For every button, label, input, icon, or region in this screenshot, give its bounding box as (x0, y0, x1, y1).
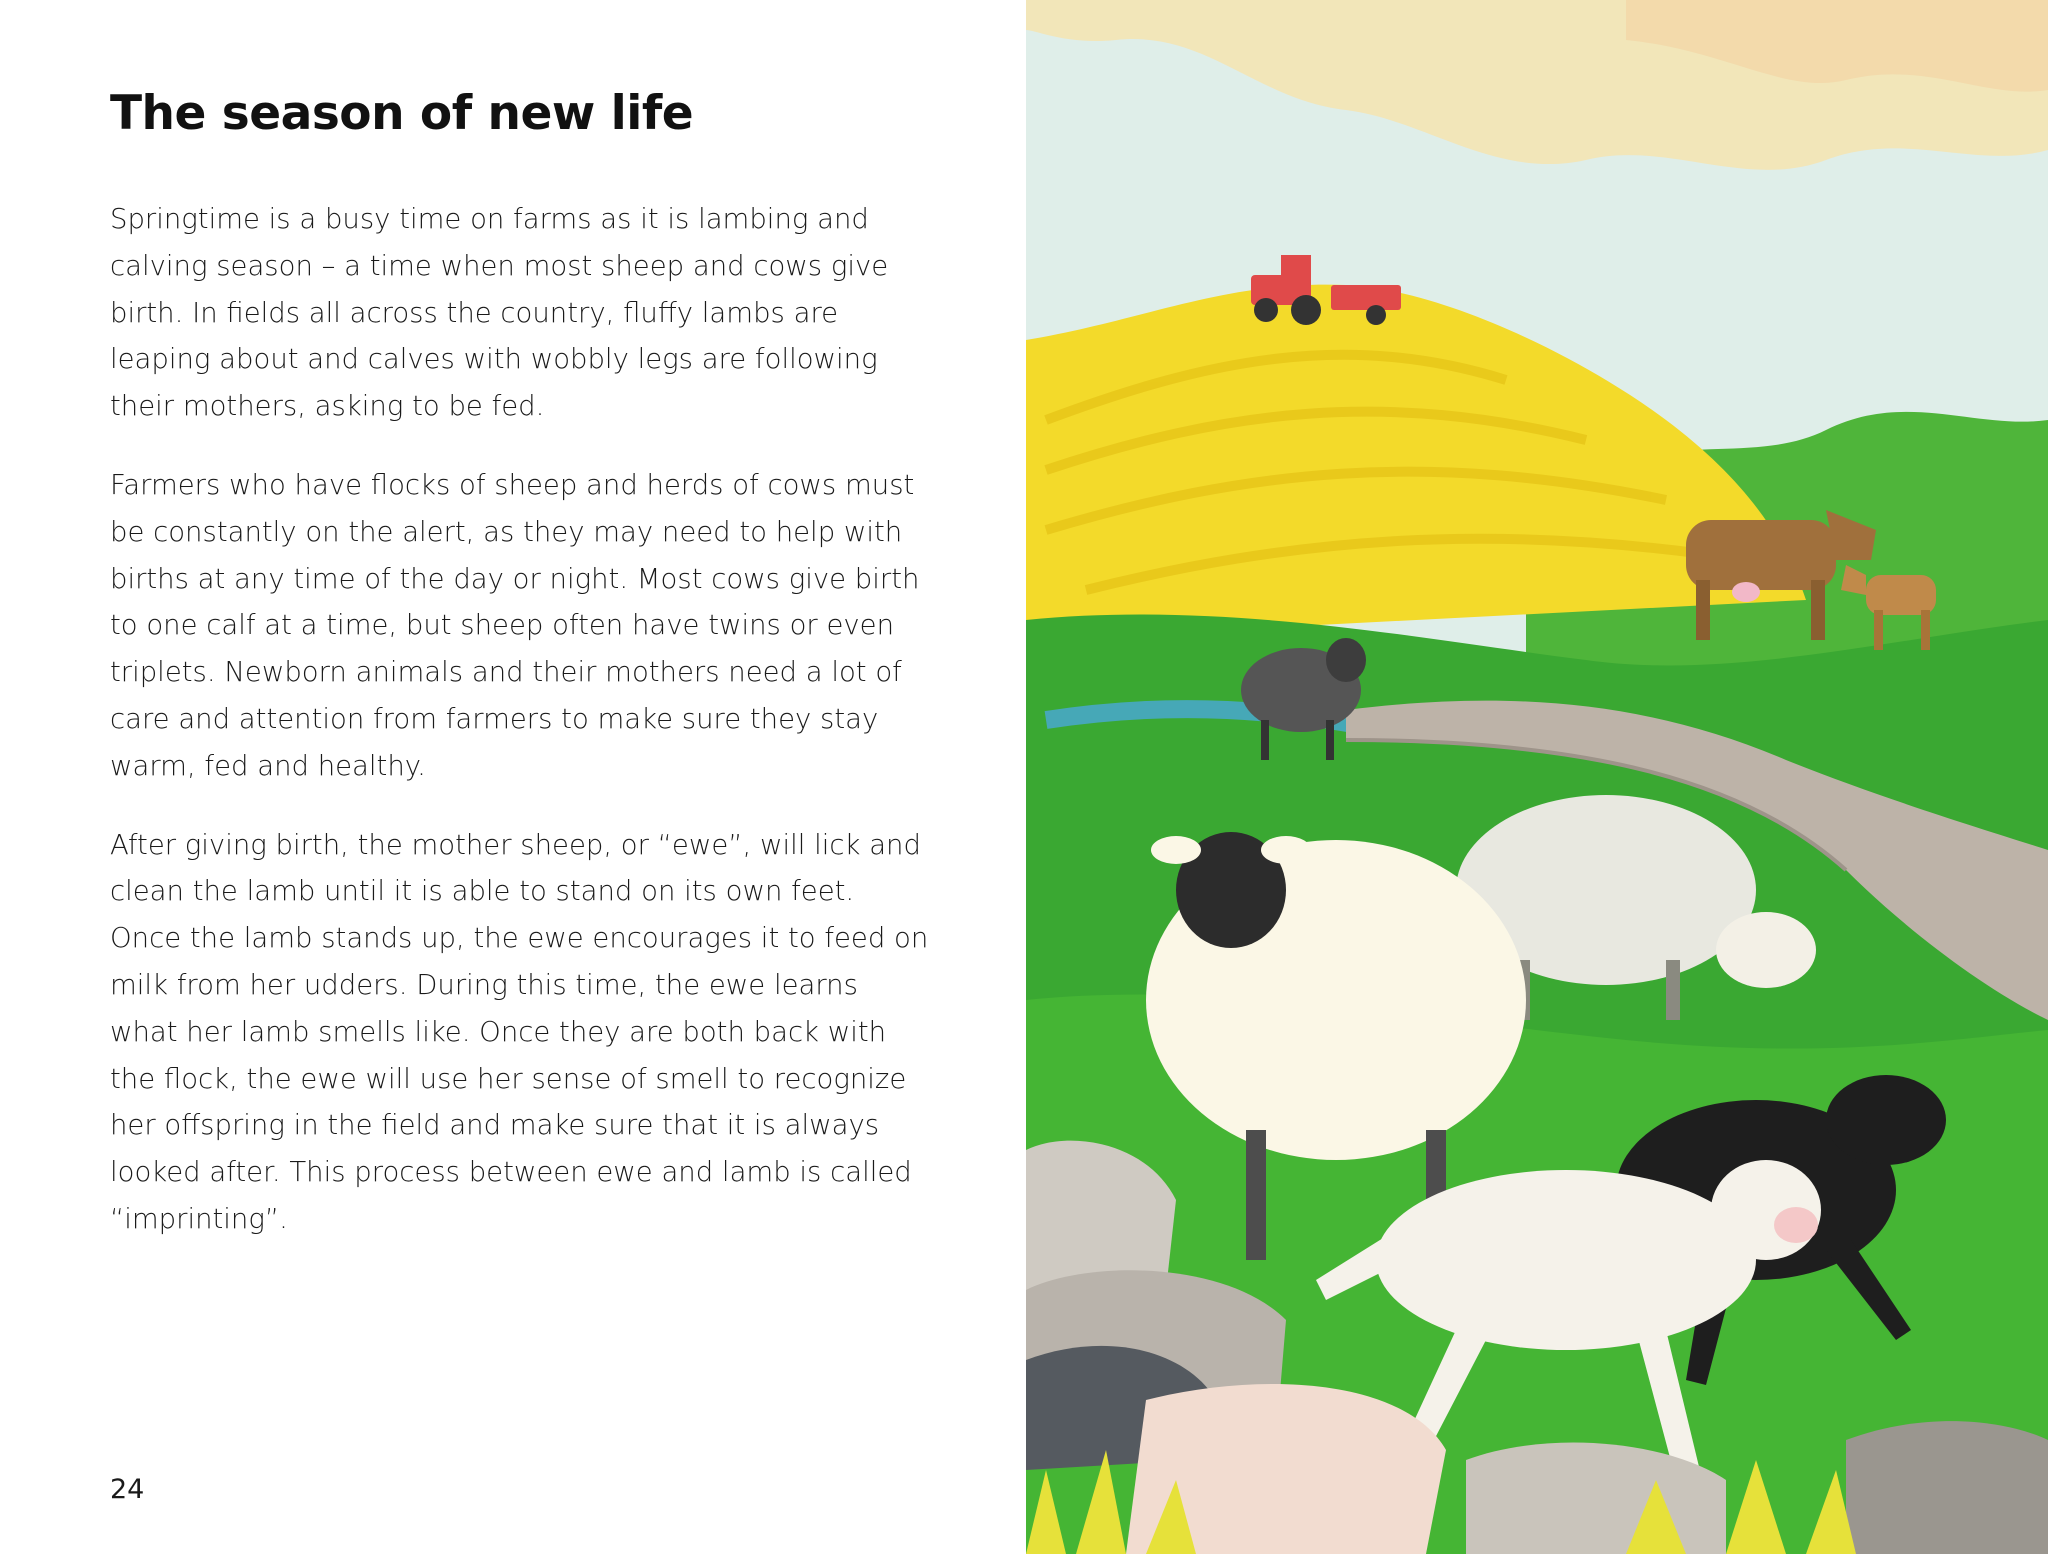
page-number: 24 (110, 1474, 145, 1505)
farm-illustration (1026, 0, 2048, 1554)
paragraph-3: After giving birth, the mother sheep, or “ewe”, will lick and clean the lamb until it is able to stand on its own feet. Once the lamb stands up, the ewe encourages it to feed on milk from her udders. During this time, the ewe learns what her lamb smells like. Once they are both back with the flock, the ewe will use her sense of smell to recognize her offspring in the field and make sure that it is always looked after. This process between ewe and lamb is called “imprinting”. (110, 828, 929, 1235)
page-title: The season of new life (110, 86, 694, 141)
paragraph-2: Farmers who have flocks of sheep and herds of cows must be constantly on the alert, as they may need to help with births at any time of the day or night. Most cows give birth to one calf at a time, but sheep often have twins or even triplets. Newborn animals and their mothers need a lot of care and attention from farmers to make sure they stay warm, fed and healthy. (110, 468, 920, 782)
body-text (110, 196, 930, 1275)
paragraph-1: Springtime is a busy time on farms as it is lambing and calving season – a time when most sheep and cows give birth. In fields all across the country, fluffy lambs are leaping about and calves with wobbly legs are following their mothers, asking to be fed. (110, 203, 889, 423)
